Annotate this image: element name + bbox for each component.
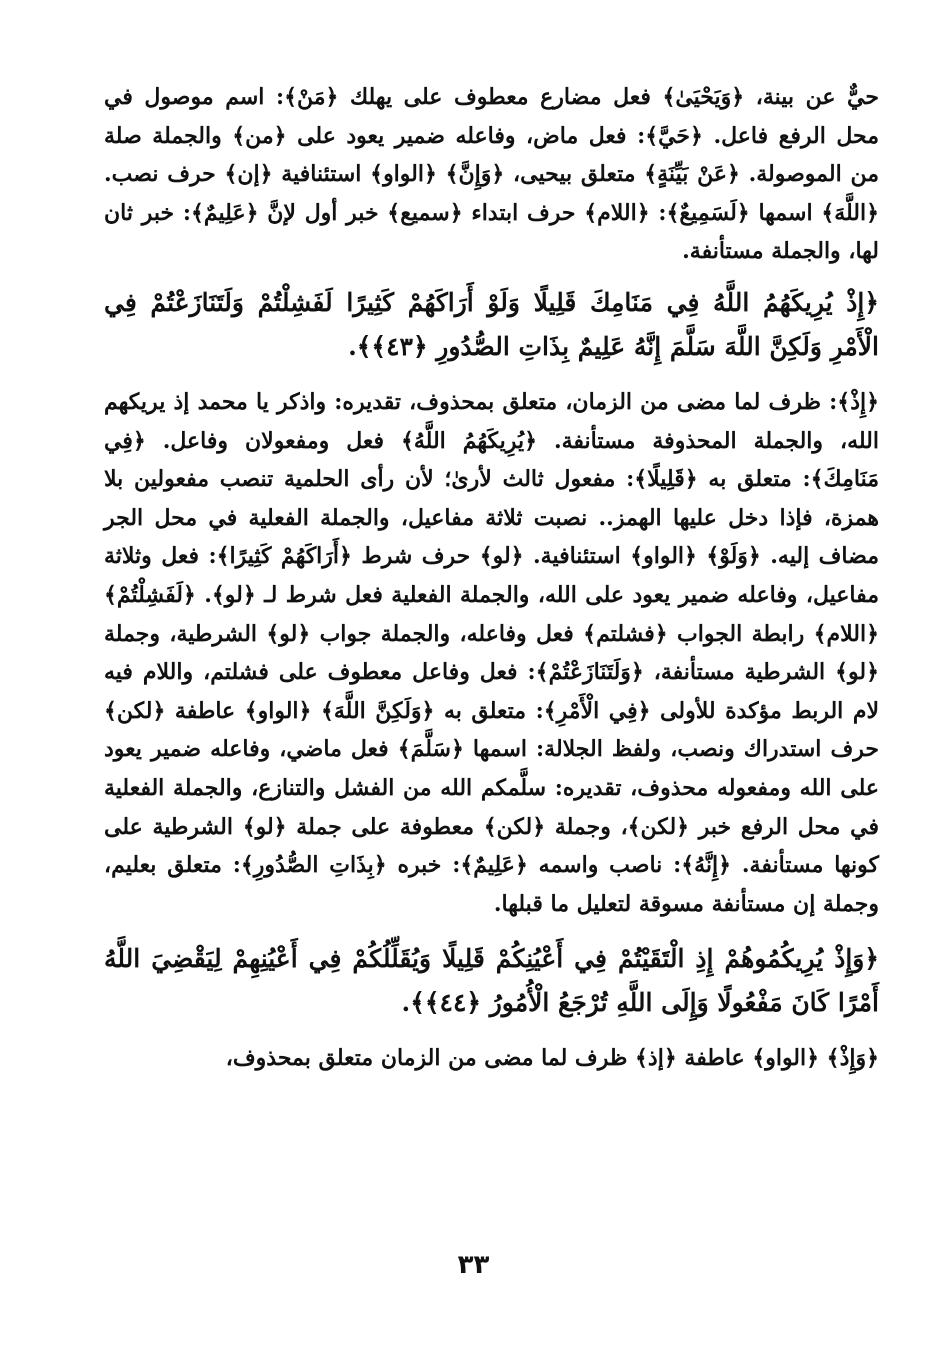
commentary-paragraph-3: ﴿وَإِذْ﴾ ﴿الواو﴾ عاطفة ﴿إذ﴾ ظرف لما مضى من الزمان متعلق بمحذوف، <box>225 1045 879 1072</box>
page-number: ٣٣ <box>457 1250 490 1280</box>
quran-verse-44: ﴿وَإِذْ يُرِيكُمُوهُمْ إِذِ الْتَقَيْتُمْ فِي أَعْيُنِكُمْ قَلِيلًا وَيُقَلِّلُكُمْ فِي أَعْيُنِهِمْ لِيَقْضِيَ اللَّهُ أَمْرًا كَانَ مَفْعُولًا وَإِلَى اللَّهِ تُرْجَعُ الْأُمُورُ ﴿٤٤﴾﴾. <box>104 944 879 1018</box>
commentary-paragraph-2: ﴿إِذْ﴾: ظرف لما مضى من الزمان، متعلق بمحذوف، تقديره: واذكر يا محمد إذ يريكهم الله، والجملة المحذوفة مستأنفة. ﴿يُرِيكَهُمُ اللَّهُ﴾ فعل ومفعولان وفاعل. ﴿فِي مَنَامِكَ﴾: متعلق به ﴿قَلِيلًا﴾: مفعول ثالث لأرىٰ؛ لأن رأى الحلمية تنصب مفعولين بلا همزة، فإذا دخل عليها الهمز.. نصبت ثلاثة مفاعيل، والجملة الفعلية في محل الجر مضاف إليه. ﴿وَلَوْ﴾ ﴿الواو﴾ استئنافية. ﴿لو﴾ حرف شرط ﴿أَرَاكَهُمْ كَثِيرًا﴾: فعل وثلاثة مفاعيل، وفاعله ضمير يعود على الله، والجملة الفعلية فعل شرط لـ ﴿لو﴾. ﴿لَفَشِلْتُمْ﴾ ﴿اللام﴾ رابطة الجواب ﴿فشلتم﴾ فعل وفاعله، والجملة جواب ﴿لو﴾ الشرطية، وجملة ﴿لو﴾ الشرطية مستأنفة، ﴿وَلَتَنَازَعْتُمْ﴾: فعل وفاعل معطوف على فشلتم، واللام فيه لام الربط مؤكدة للأولى ﴿فِي الْأَمْرِ﴾: متعلق به ﴿وَلَكِنَّ اللَّهَ﴾ ﴿الواو﴾ عاطفة ﴿لكن﴾ حرف استدراك ونصب، ولفظ الجلالة: اسمها ﴿سَلَّمَ﴾ فعل ماضي، وفاعله ضمير يعود على الله ومفعوله محذوف، تقديره: سلَّمكم الله من الفشل والتنازع، والجملة الفعلية في محل الرفع خبر ﴿لكن﴾، وجملة ﴿لكن﴾ معطوفة على جملة ﴿لو﴾ الشرطية على كونها مستأنفة. ﴿إِنَّهُ﴾: ناصب واسمه ﴿عَلِيمٌ﴾: خبره ﴿بِذَاتِ الصُّدُورِ﴾: متعلق بعليم، وجملة إن مستأنفة مسوقة لتعليل ما قبلها. <box>104 388 879 917</box>
commentary-paragraph-1: حيٌّ عن بينة، ﴿وَيَحْيَىٰ﴾ فعل مضارع معطوف على يهلك ﴿مَنْ﴾: اسم موصول في محل الرفع فاعل. ﴿حَيَّ﴾: فعل ماض، وفاعله ضمير يعود على ﴿من﴾ والجملة صلة من الموصولة. ﴿عَنْ بَيِّنَةٍ﴾ متعلق بيحيى، ﴿وَإِنَّ﴾ ﴿الواو﴾ استئنافية ﴿إن﴾ حرف نصب. ﴿اللَّهَ﴾ اسمها ﴿لَسَمِيعٌ﴾: ﴿اللام﴾ حرف ابتداء ﴿سميع﴾ خبر أول لإنَّ ﴿عَلِيمٌ﴾: خبر ثان لها، والجملة مستأنفة. <box>104 84 879 265</box>
document-page <box>104 78 879 1078</box>
quran-verse-43: ﴿إِذْ يُرِيكَهُمُ اللَّهُ فِي مَنَامِكَ قَلِيلًا وَلَوْ أَرَاكَهُمْ كَثِيرًا لَفَشِلْتُمْ وَلَتَنَازَعْتُمْ فِي الْأَمْرِ وَلَكِنَّ اللَّهَ سَلَّمَ إِنَّهُ عَلِيمٌ بِذَاتِ الصُّدُورِ ﴿٤٣﴾﴾. <box>104 287 879 361</box>
